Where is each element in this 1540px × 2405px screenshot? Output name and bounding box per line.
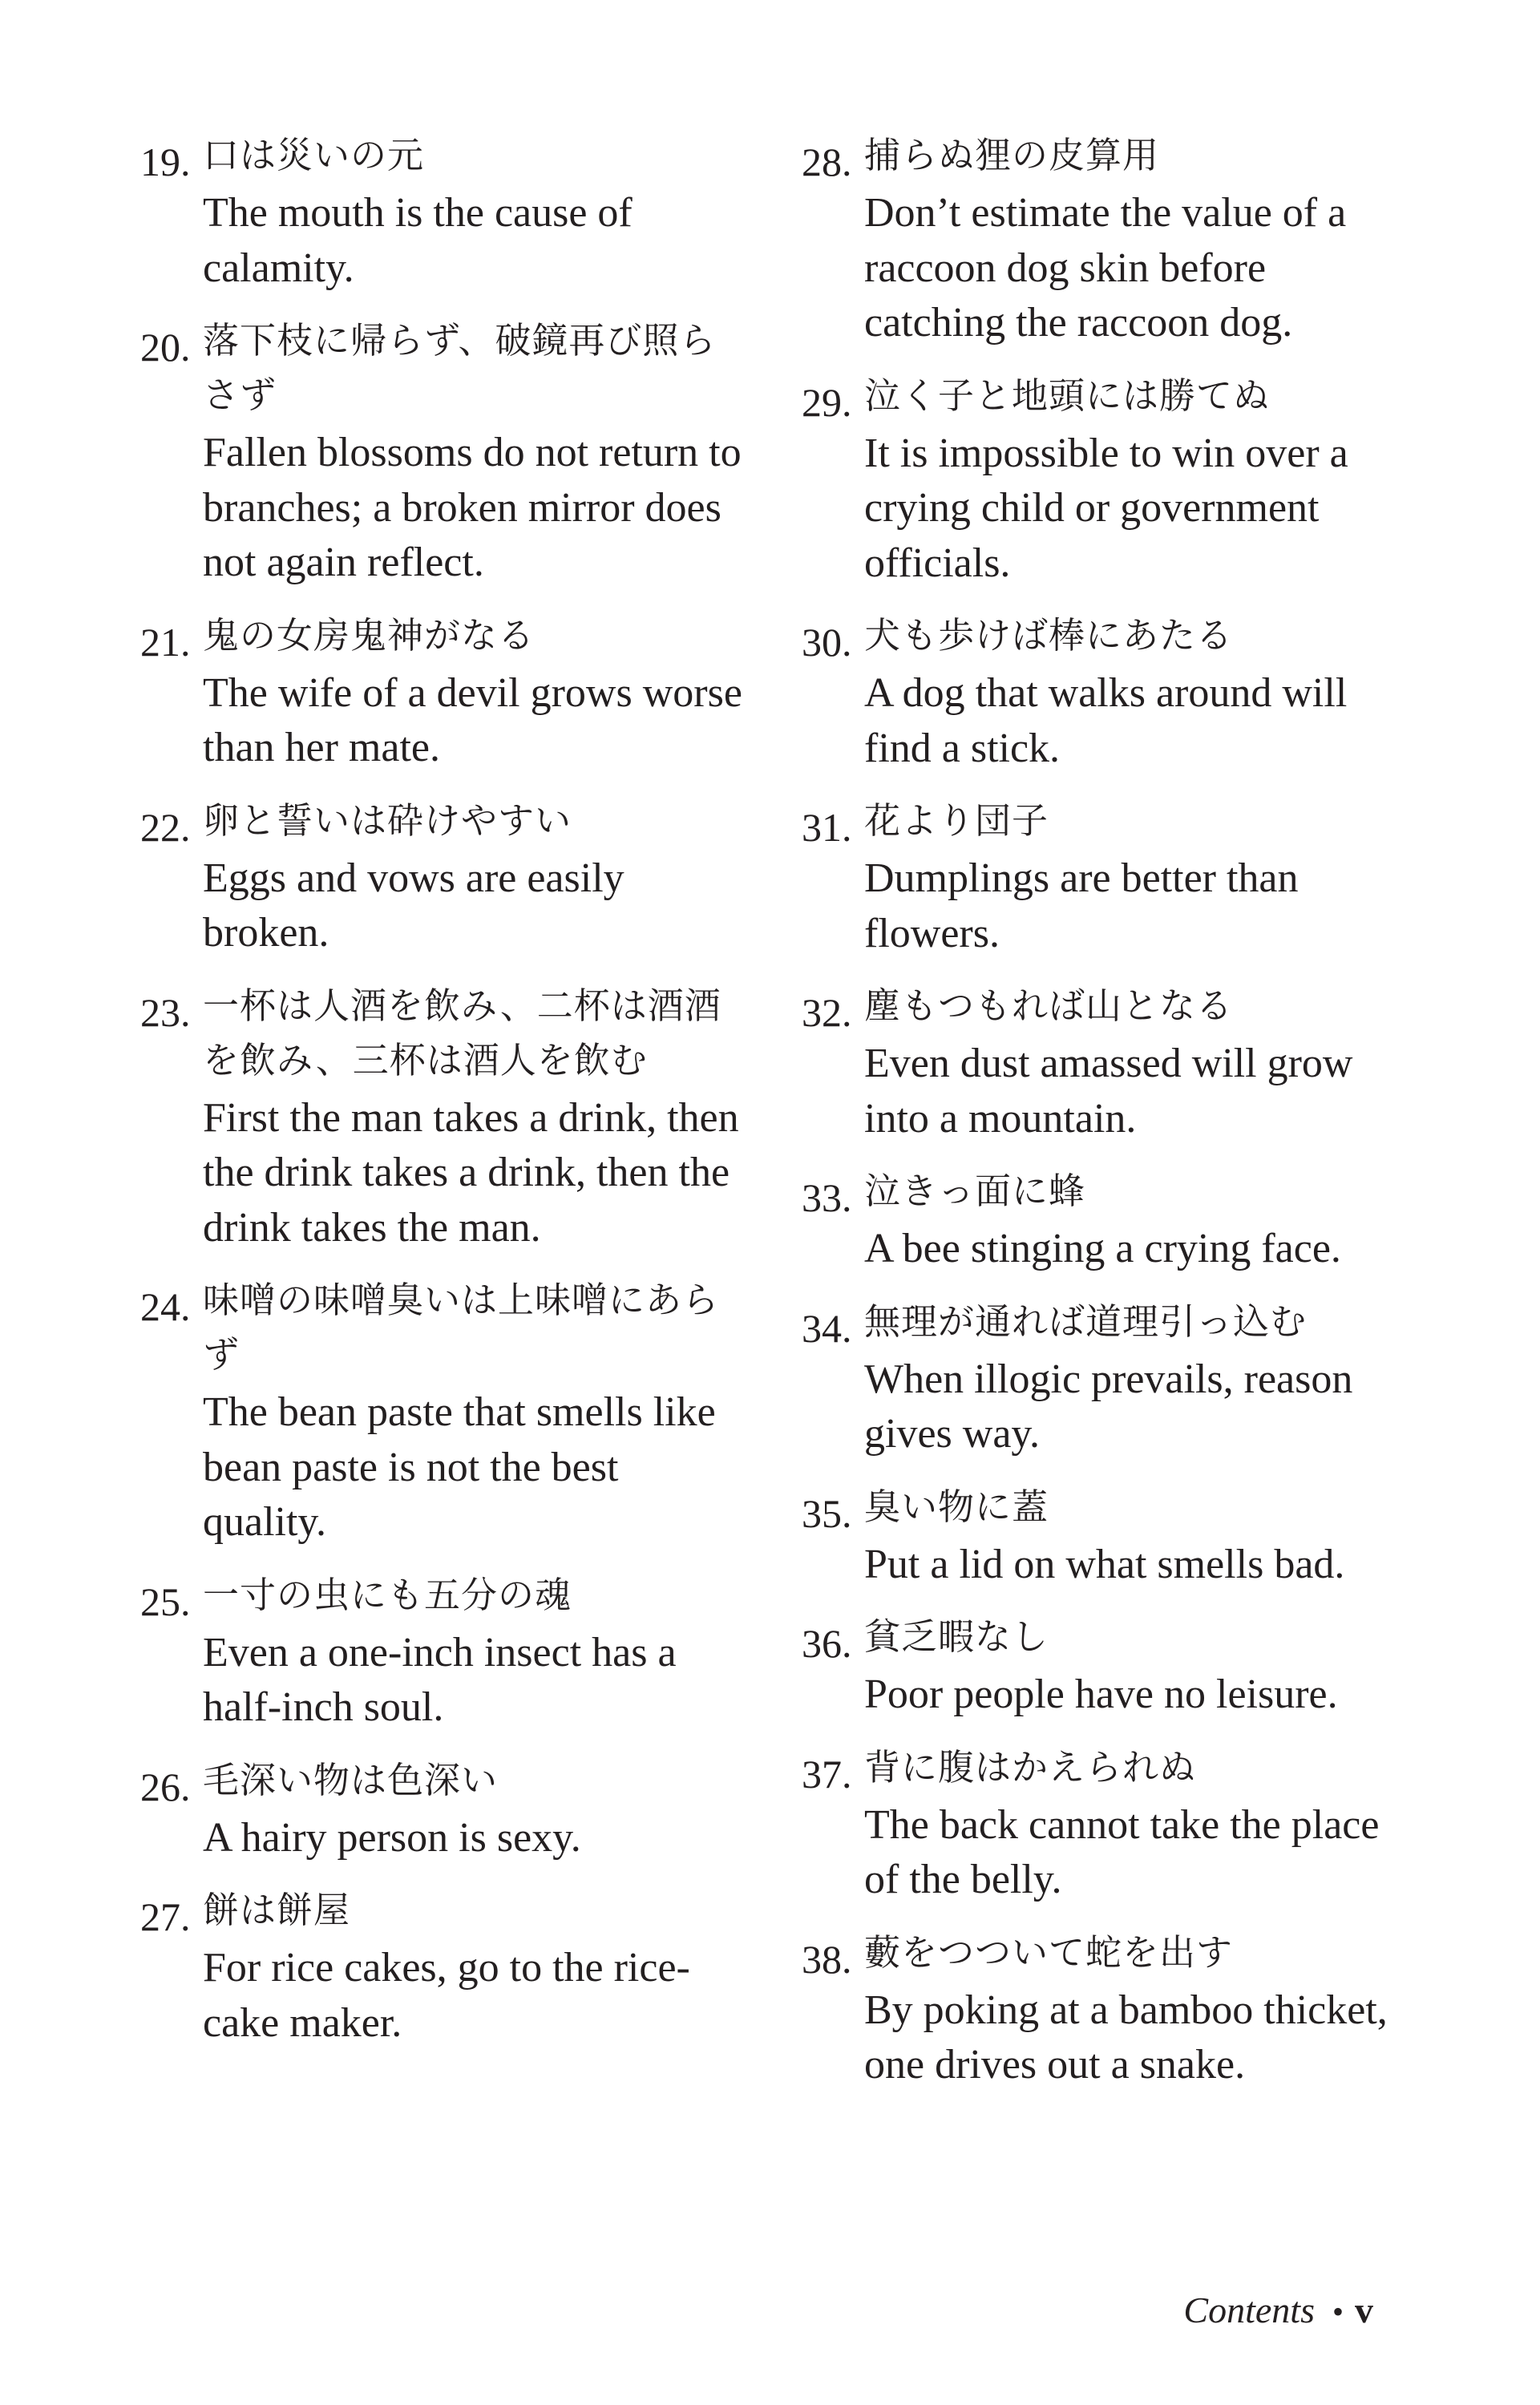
- proverb-entry: [140, 794, 750, 961]
- proverb-entry: [802, 128, 1411, 351]
- proverb-translation: A hairy person is sexy.: [203, 1814, 581, 1861]
- proverb-japanese: 餅は餅屋: [203, 1889, 351, 1931]
- footer-section-label: Contents: [1183, 2290, 1315, 2330]
- proverb-japanese: 無理が通れば道理引っ込む: [864, 1300, 1308, 1343]
- proverb-japanese: 捕らぬ狸の皮算用: [864, 134, 1160, 176]
- proverb-number: 31.: [802, 805, 852, 850]
- proverb-entry: [802, 794, 1411, 961]
- proverb-translation: Even a one-inch insect has a half-inch soul.: [203, 1629, 677, 1730]
- proverb-japanese: 一寸の虫にも五分の魂: [203, 1573, 572, 1616]
- left-column: [140, 128, 750, 2068]
- proverb-number: 35.: [802, 1490, 852, 1536]
- proverb-entry: [140, 1273, 750, 1550]
- proverb-number: 24.: [140, 1284, 191, 1329]
- page-footer: [1183, 2286, 1373, 2336]
- proverb-translation: For rice cakes, go to the rice-cake maker.: [203, 1945, 690, 2046]
- proverb-japanese: 貧乏暇なし: [864, 1615, 1049, 1658]
- proverb-japanese: 口は災いの元: [203, 134, 425, 176]
- page-number: v: [1355, 2290, 1373, 2330]
- proverb-number: 38.: [802, 1936, 852, 1982]
- proverb-entry: [140, 313, 750, 591]
- proverb-translation: Put a lid on what smells bad.: [864, 1541, 1345, 1587]
- proverb-japanese: 背に腹はかえられぬ: [864, 1745, 1197, 1789]
- proverb-number: 28.: [802, 139, 852, 184]
- proverb-entry: [802, 1164, 1411, 1277]
- proverb-entry: [802, 608, 1411, 776]
- proverb-japanese: 落下枝に帰らず、破鏡再び照らさず: [203, 319, 717, 416]
- proverb-number: 33.: [802, 1175, 852, 1220]
- proverb-japanese: 花より団子: [864, 799, 1049, 842]
- proverb-entry: [140, 1568, 750, 1736]
- proverb-translation: A bee stinging a crying face.: [864, 1226, 1341, 1271]
- proverb-entry: [140, 1753, 750, 1866]
- proverb-translation: When illogic prevails, reason gives way.: [864, 1356, 1353, 1457]
- proverb-translation: Eggs and vows are easily broken.: [203, 855, 624, 956]
- proverb-japanese: 泣く子と地頭には勝てぬ: [864, 374, 1271, 417]
- proverb-entry: [140, 608, 750, 776]
- proverb-translation: The back cannot take the place of the belly.: [864, 1801, 1380, 1902]
- proverb-number: 34.: [802, 1305, 852, 1351]
- proverb-entry: [140, 128, 750, 296]
- proverb-translation: Poor people have no leisure.: [864, 1671, 1338, 1717]
- proverb-number: 26.: [140, 1764, 191, 1809]
- proverb-translation: The bean paste that smells like bean paste is not the best quality.: [203, 1389, 716, 1545]
- proverb-translation: By poking at a bamboo thicket, one drives out a snake.: [864, 1987, 1388, 2088]
- proverb-entry: [802, 369, 1411, 592]
- proverb-translation: It is impossible to win over a crying child or government officials.: [864, 430, 1348, 586]
- proverb-number: 37.: [802, 1751, 852, 1797]
- proverb-japanese: 塵もつもれば山となる: [864, 984, 1234, 1027]
- proverb-entry: [802, 1610, 1411, 1723]
- proverb-translation: Don’t estimate the value of a raccoon dog skin before catching the raccoon dog.: [864, 190, 1347, 346]
- proverb-japanese: 泣きっ面に蜂: [864, 1170, 1086, 1212]
- proverb-translation: A dog that walks around will find a stick.: [864, 670, 1348, 771]
- proverb-entry: [802, 1295, 1411, 1462]
- proverb-japanese: 一杯は人酒を飲み、二杯は酒酒を飲み、三杯は酒人を飲む: [203, 984, 721, 1081]
- proverb-translation: Fallen blossoms do not return to branches; a broken mirror does not again reflect.: [203, 430, 742, 585]
- proverb-japanese: 犬も歩けば棒にあたる: [864, 614, 1234, 657]
- proverb-japanese: 卵と誓いは砕けやすい: [203, 798, 572, 842]
- proverb-japanese: 藪をつついて蛇を出す: [864, 1930, 1234, 1974]
- proverb-entry: [802, 1740, 1411, 1908]
- proverb-translation: Even dust amassed will grow into a mountain.: [864, 1041, 1353, 1142]
- footer-bullet: •: [1332, 2294, 1344, 2330]
- proverb-entry: [802, 1480, 1411, 1593]
- proverb-translation: Dumplings are better than flowers.: [864, 855, 1299, 956]
- right-column: [802, 128, 1411, 2111]
- proverb-number: 19.: [140, 139, 191, 184]
- proverb-number: 25.: [140, 1578, 191, 1624]
- proverb-translation: The wife of a devil grows worse than her mate.: [203, 669, 742, 770]
- proverb-number: 36.: [802, 1621, 852, 1666]
- proverb-entry: [802, 979, 1411, 1146]
- proverb-entry: [140, 979, 750, 1256]
- proverb-number: 30.: [802, 620, 852, 665]
- proverb-number: 27.: [140, 1894, 191, 1939]
- proverb-translation: First the man takes a drink, then the drink takes a drink, then the drink takes the man.: [203, 1094, 739, 1251]
- proverb-number: 23.: [140, 989, 191, 1035]
- proverb-japanese: 臭い物に蓋: [864, 1485, 1049, 1528]
- proverb-japanese: 毛深い物は色深い: [203, 1758, 499, 1801]
- proverb-japanese: 味噌の味噌臭いは上味噌にあらず: [203, 1279, 720, 1376]
- proverb-number: 32.: [802, 990, 852, 1035]
- proverb-japanese: 鬼の女房鬼神がなる: [203, 613, 536, 657]
- proverb-number: 22.: [140, 804, 191, 850]
- proverb-number: 29.: [802, 379, 852, 425]
- proverb-translation: The mouth is the cause of calamity.: [203, 190, 633, 291]
- proverb-entry: [802, 1926, 1411, 2093]
- proverb-entry: [140, 1883, 750, 2051]
- proverb-number: 21.: [140, 619, 191, 665]
- proverb-number: 20.: [140, 325, 191, 370]
